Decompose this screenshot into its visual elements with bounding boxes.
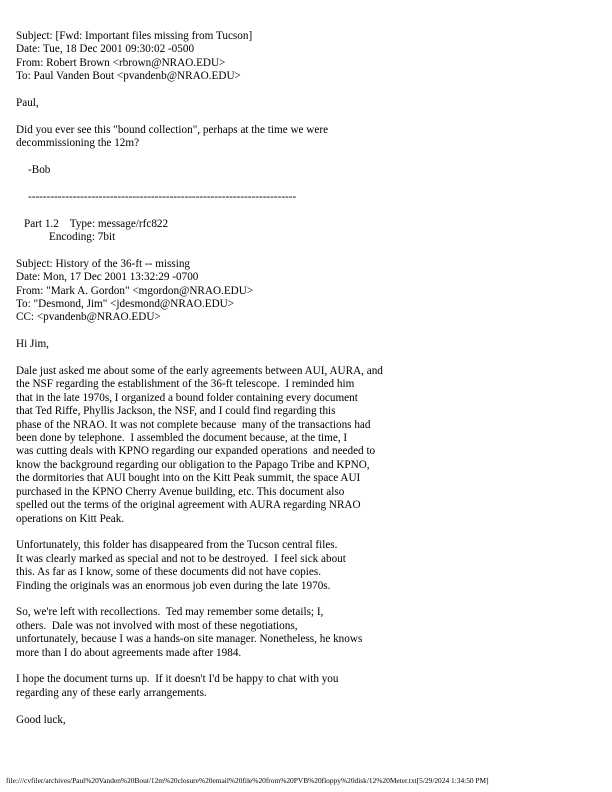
- text-line: decommissioning the 12m?: [16, 137, 140, 150]
- part-encoding: Encoding: 7bit: [49, 231, 116, 244]
- text-line: been done by telephone. I assembled the document because, at the time, I: [16, 432, 348, 445]
- text-line: spelled out the terms of the original agreement with AURA regarding NRAO: [16, 499, 361, 512]
- text-line: operations on Kitt Peak.: [16, 512, 125, 525]
- original-header: [16, 258, 606, 325]
- text-line: phase of the NRAO. It was not complete because many of the transactions had: [16, 418, 371, 431]
- text-line: unfortunately, because I was a hands-on site manager. Nonetheless, he knows: [16, 633, 363, 646]
- paragraph: [16, 539, 606, 593]
- from-line: From: "Mark A. Gordon" <mgordon@NRAO.EDU>: [16, 284, 254, 297]
- text-line: this. As far as I know, some of these documents did not have copies.: [16, 566, 322, 579]
- date-line: Date: Mon, 17 Dec 2001 13:32:29 -0700: [16, 271, 199, 284]
- closing: Good luck,: [16, 713, 66, 726]
- forward-note: [16, 124, 606, 151]
- text-line: more than I do about agreements made after 1984.: [16, 646, 242, 659]
- text-line: Unfortunately, this folder has disappeared from the Tucson central files.: [16, 539, 338, 552]
- forward-header: [16, 30, 606, 84]
- email-document: [16, 30, 606, 727]
- text-line: Finding the originals was an enormous job even during the late 1970s.: [16, 579, 331, 592]
- paragraph: [16, 365, 606, 526]
- greeting: Paul,: [16, 97, 39, 110]
- text-line: I hope the document turns up. If it doesn't I'd be happy to chat with you: [16, 673, 339, 686]
- cc-line: CC: <pvandenb@NRAO.EDU>: [16, 311, 161, 324]
- text-line: Dale just asked me about some of the early agreements between AUI, AURA, and: [16, 365, 383, 378]
- text-line: Did you ever see this "bound collection", perhaps at the time we were: [16, 123, 329, 136]
- from-line: From: Robert Brown <rbrown@NRAO.EDU>: [16, 56, 226, 69]
- text-line: So, we're left with recollections. Ted may remember some details; I,: [16, 606, 324, 619]
- text-line: purchased in the KPNO Cherry Avenue building, etc. This document also: [16, 485, 345, 498]
- separator-line: ------------------------------------------------------------------------: [28, 190, 297, 203]
- text-line: was cutting deals with KPNO regarding our expanded operations and needed to: [16, 445, 376, 458]
- part-label: Part 1.2 Type: message/rfc822: [24, 217, 169, 230]
- text-line: others. Dale was not involved with most of these negotiations,: [16, 619, 298, 632]
- text-line: the NSF regarding the establishment of the 36-ft telescope. I reminded him: [16, 378, 355, 391]
- text-line: know the background regarding our obligation to the Papago Tribe and KPNO,: [16, 458, 370, 471]
- to-line: To: "Desmond, Jim" <jdesmond@NRAO.EDU>: [16, 298, 235, 311]
- paragraph: [16, 606, 606, 660]
- subject-line: Subject: History of the 36-ft -- missing: [16, 257, 191, 270]
- text-line: the dormitories that AUI bought into on the Kitt Peak summit, the space AUI: [16, 472, 361, 485]
- text-line: regarding any of these early arrangements.: [16, 686, 207, 699]
- signature: -Bob: [28, 164, 51, 177]
- paragraph: [16, 673, 606, 700]
- text-line: that Ted Riffe, Phyllis Jackson, the NSF, and I could find regarding this: [16, 405, 336, 418]
- text-line: It was clearly marked as special and not to be destroyed. I feel sick about: [16, 552, 346, 565]
- page-footer-url: file:///cvfiler/archives/Paul%20Vanden%20Bout/12m%20closure%20email%20file%20from%20PVB%20floppy%20disk/12%20Meter.txt[5/29/2024 1:34:50 PM]: [6, 776, 489, 785]
- date-line: Date: Tue, 18 Dec 2001 09:30:02 -0500: [16, 43, 195, 56]
- text-line: that in the late 1970s, I organized a bound folder containing every document: [16, 391, 358, 404]
- greeting: Hi Jim,: [16, 338, 49, 351]
- subject-line: Subject: [Fwd: Important files missing from Tucson]: [16, 30, 253, 42]
- to-line: To: Paul Vanden Bout <pvandenb@NRAO.EDU>: [16, 70, 241, 83]
